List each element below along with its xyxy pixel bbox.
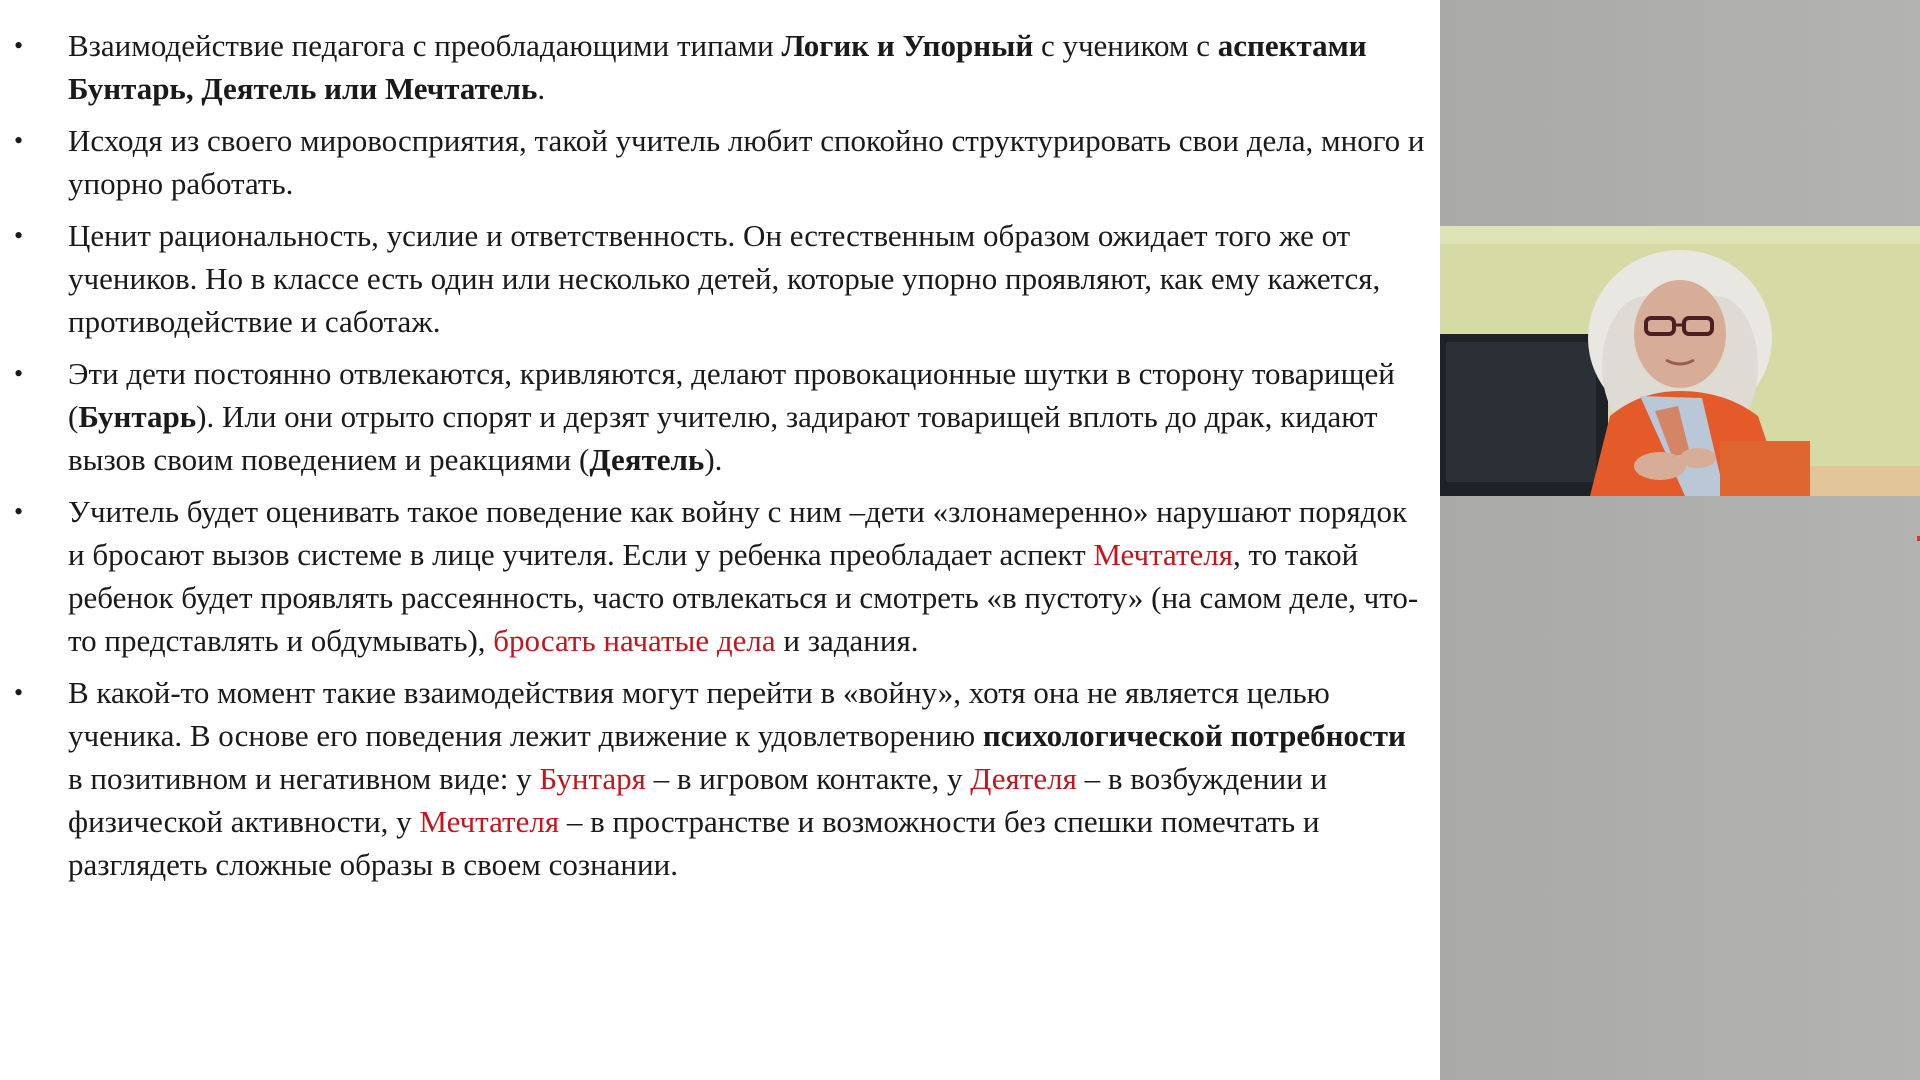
bullet-item xyxy=(0,24,1440,110)
bullet-item xyxy=(0,214,1440,343)
highlighted-text: бросать начатые дела xyxy=(493,623,776,658)
text-segment: Исходя из своего мировосприятия, такой учитель любит спокойно структурировать свои дела, много и упорно работать. xyxy=(68,123,1425,201)
text-segment: в позитивном и негативном виде: у xyxy=(68,761,540,796)
highlighted-text: Мечтателя xyxy=(419,804,560,839)
presenter-video-frame xyxy=(1440,226,1920,496)
presenter-video-feed[interactable] xyxy=(1440,226,1920,496)
bullet-dot: • xyxy=(14,678,24,707)
bullet-dot: • xyxy=(14,221,24,250)
text-segment: – в игровом контакте, у xyxy=(645,761,971,796)
bullet-item xyxy=(0,352,1440,481)
bullet-dot: • xyxy=(14,31,24,60)
bullet-item xyxy=(0,671,1440,886)
bullet-dot: • xyxy=(14,497,24,526)
text-segment: Взаимодействие педагога с преобладающими типами xyxy=(68,28,782,63)
bullet-item xyxy=(0,490,1440,662)
side-panel xyxy=(1440,0,1920,1080)
text-segment: Эти дети постоянно отвлекаются, кривляются, делают провокационные шутки в сторону товарищей ( xyxy=(68,356,1395,434)
highlighted-text: Мечтателя xyxy=(1093,537,1234,572)
highlighted-text: Деятеля xyxy=(970,761,1077,796)
highlighted-text: Бунтаря xyxy=(539,761,646,796)
text-segment: ). Или они отрыто спорят и дерзят учителю, задирают товарищей вплоть до драк, кидают вызов своим поведением и реакциями ( xyxy=(68,399,1378,477)
text-segment: , то такой ребенок будет проявлять рассеянность, часто отвлекаться и смотреть «в пустоту» (на самом деле, что-то представлять и обдумывать), xyxy=(68,537,1419,658)
bold-text: аспектами Бунтарь, Деятель или Мечтатель xyxy=(68,28,1367,106)
text-segment: Ценит рациональность, усилие и ответственность. Он естественным образом ожидает того же от учеников. Но в классе есть один или несколько детей, которые упорно проявляют, как ему кажется, противодействие и саботаж. xyxy=(68,218,1381,339)
text-segment: ). xyxy=(704,442,723,477)
bold-text: Логик и Упорный xyxy=(781,28,1034,63)
bold-text: Деятель xyxy=(589,442,705,477)
bullet-dot: • xyxy=(14,359,24,388)
text-segment: – в пространстве и возможности без спешки помечтать и разглядеть сложные образы в своем сознании. xyxy=(68,804,1320,882)
text-segment: – в возбуждении и физической активности, у xyxy=(68,761,1328,839)
text-segment: Учитель будет оценивать такое поведение как войну с ним –дети «злонамеренно» нарушают порядок и бросают вызов системе в лице учителя. Если у ребенка преобладает аспект xyxy=(68,494,1408,572)
text-segment: В какой-то момент такие взаимодействия могут перейти в «войну», хотя она не является целью ученика. В основе его поведения лежит движение к удовлетворению xyxy=(68,675,1330,753)
text-segment: . xyxy=(537,71,546,106)
bullet-dot: • xyxy=(14,126,24,155)
text-segment: с учеником с xyxy=(1033,28,1218,63)
text-segment: и задания. xyxy=(775,623,919,658)
bullet-item xyxy=(0,119,1440,205)
bold-text: Бунтарь xyxy=(78,399,197,434)
bullet-list xyxy=(0,24,1440,895)
bold-text: психологической потребности xyxy=(982,718,1406,753)
